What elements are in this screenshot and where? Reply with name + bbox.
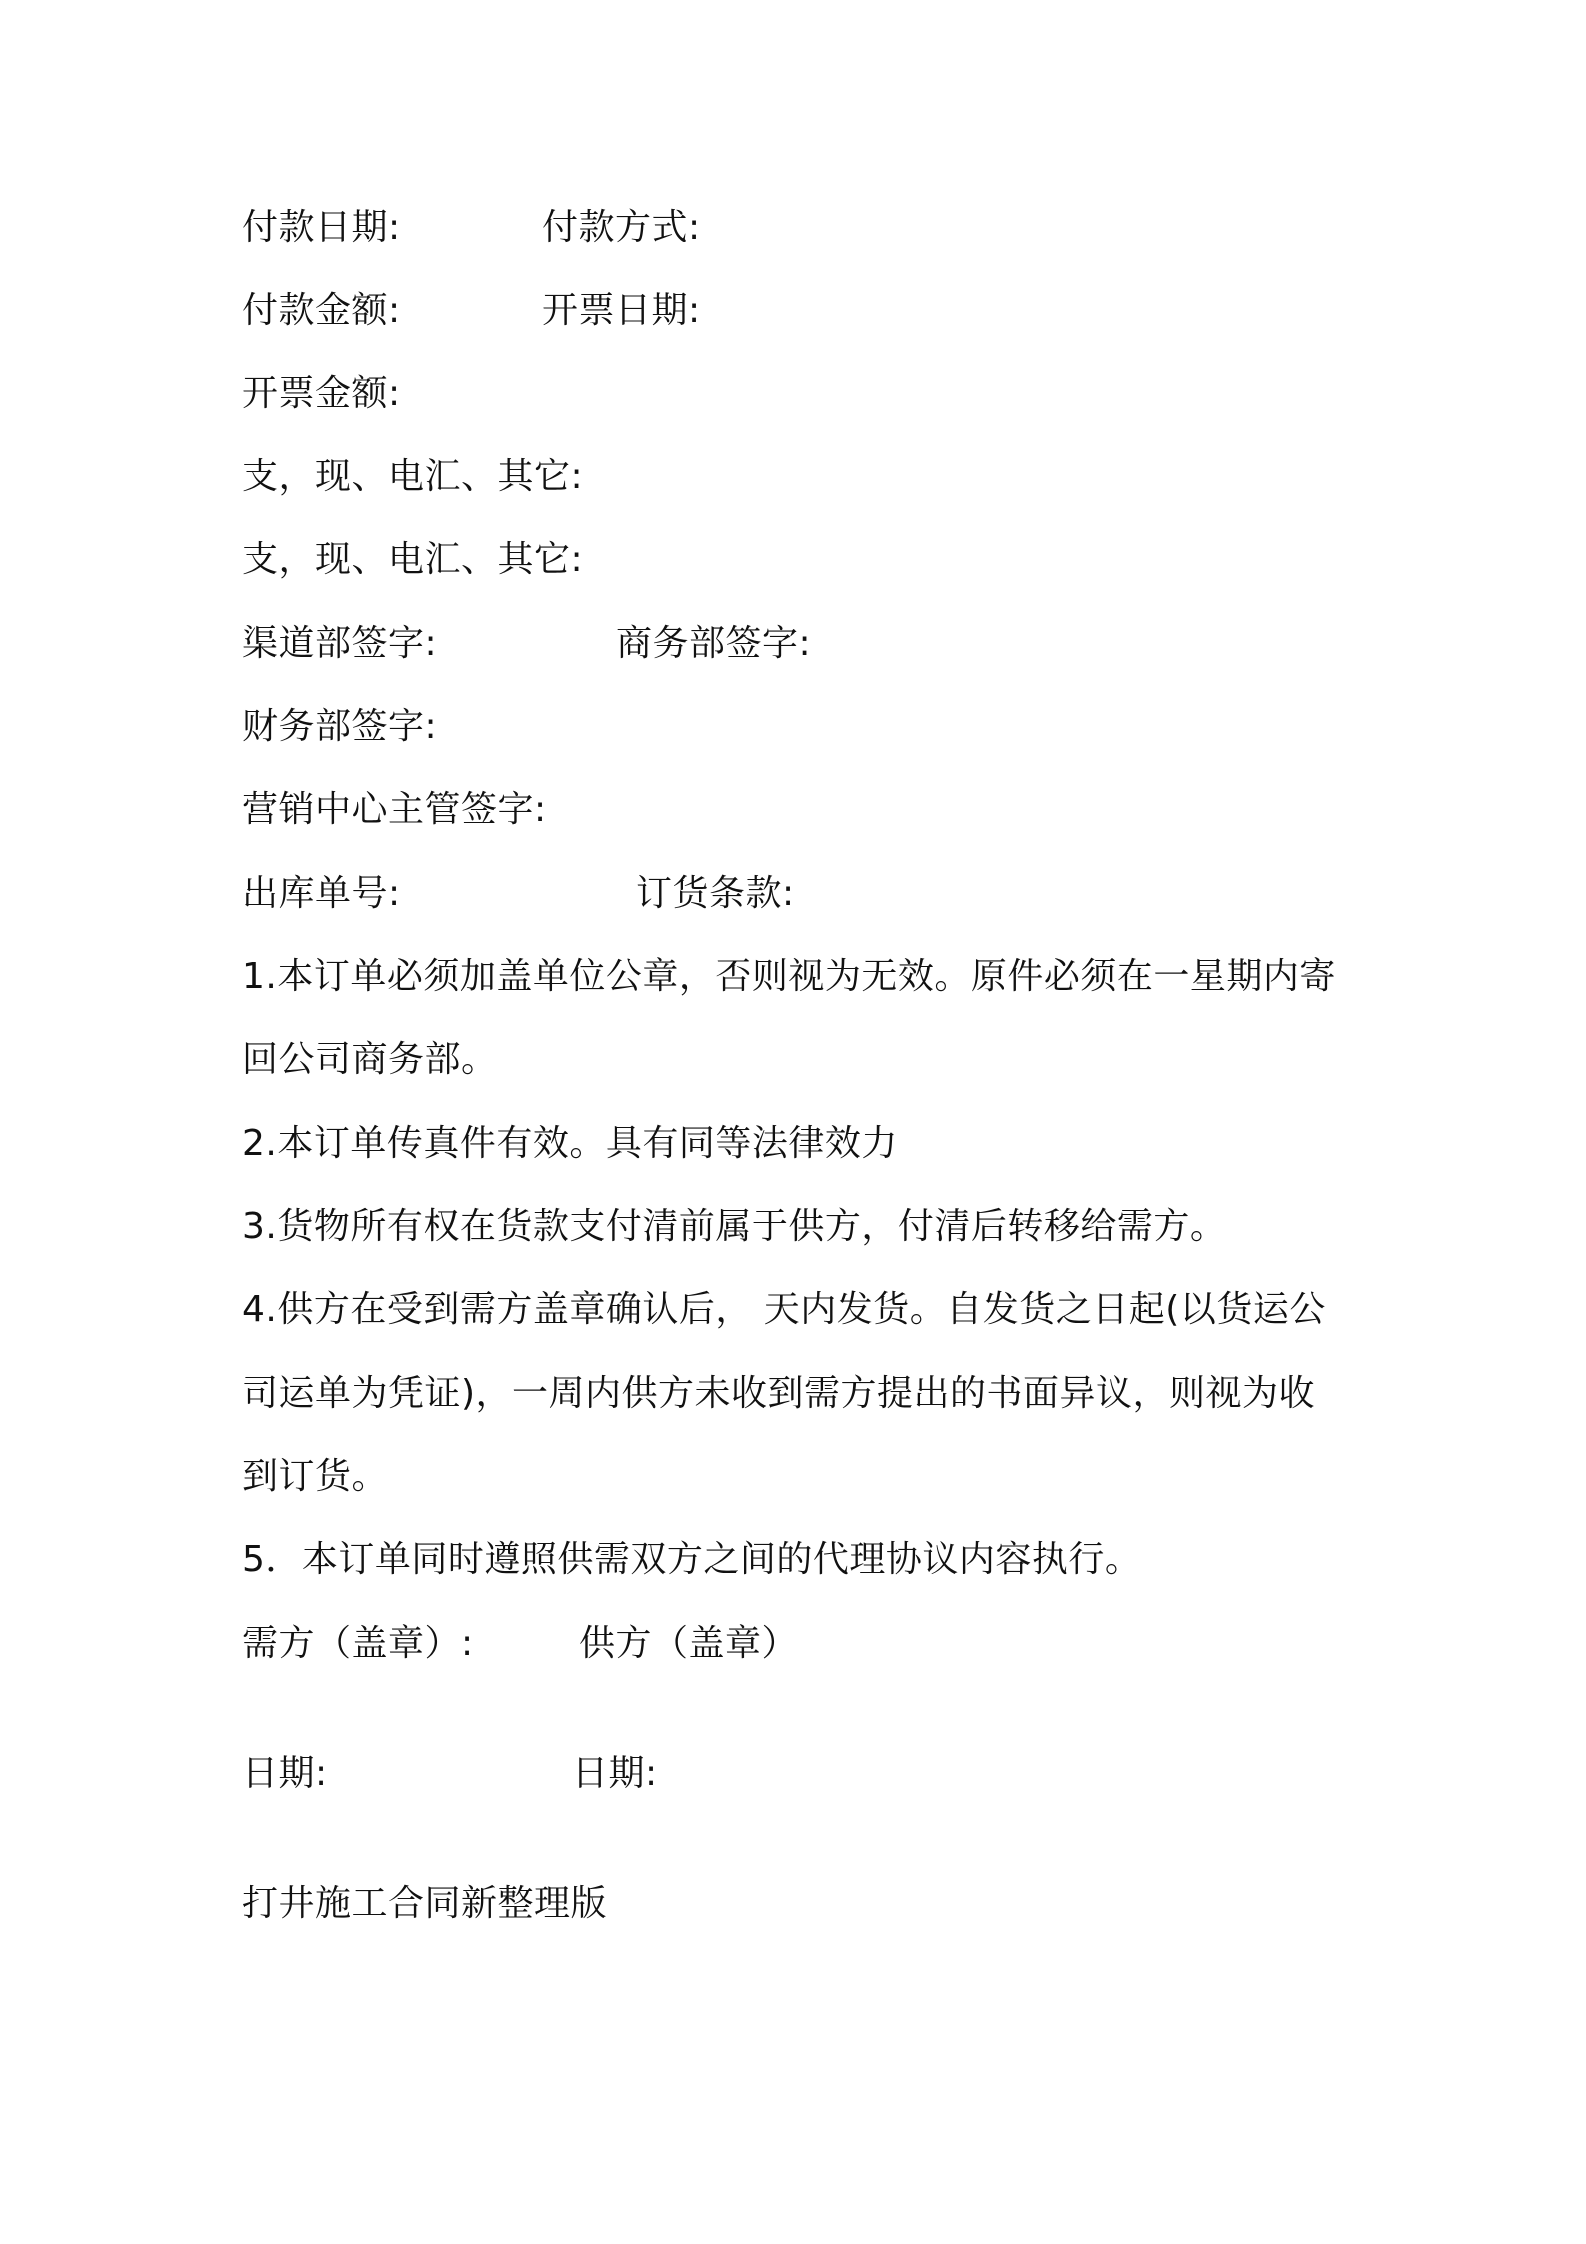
- supplier-seal-label: 供方（盖章）: [579, 1623, 799, 1664]
- row-payment-amount-invoice-date: [242, 289, 701, 333]
- row-payment-date-method: [242, 206, 701, 250]
- term-4-line-3: 到订货。: [242, 1456, 389, 1497]
- outbound-no-label: 出库单号:: [242, 873, 401, 914]
- supplier-date-label: 日期:: [572, 1753, 658, 1794]
- finance-dept-sign-label: 财务部签字:: [242, 706, 438, 747]
- buyer-date-label: 日期:: [242, 1753, 328, 1794]
- payment-method-label: 付款方式:: [542, 207, 701, 248]
- order-terms-heading: 订货条款:: [636, 873, 795, 914]
- row-outbound-terms: [242, 872, 795, 916]
- term-1-line-2: 回公司商务部。: [242, 1039, 498, 1080]
- footer-title: 打井施工合同新整理版: [242, 1883, 608, 1924]
- payment-options-line-1: 支，现、电汇、其它:: [242, 456, 584, 497]
- payment-date-label: 付款日期:: [242, 207, 401, 248]
- term-3: 3.货物所有权在货款支付清前属于供方，付清后转移给需方。: [242, 1206, 1227, 1247]
- buyer-seal-label: 需方（盖章）:: [242, 1623, 474, 1664]
- payment-options-line-2: 支，现、电汇、其它:: [242, 539, 584, 580]
- row-channel-business-sign: [242, 622, 812, 666]
- term-4-line-2: 司运单为凭证)，一周内供方未收到需方提出的书面异议，则视为收: [242, 1373, 1316, 1414]
- business-dept-sign-label: 商务部签字:: [616, 623, 812, 664]
- payment-amount-label: 付款金额:: [242, 290, 401, 331]
- term-5: 5．本订单同时遵照供需双方之间的代理协议内容执行。: [242, 1539, 1142, 1580]
- invoice-amount-label: 开票金额:: [242, 373, 401, 414]
- marketing-supervisor-sign-label: 营销中心主管签字:: [242, 789, 547, 830]
- term-2: 2.本订单传真件有效。具有同等法律效力: [242, 1123, 898, 1164]
- row-seals: [242, 1622, 799, 1666]
- term-4-line-1: 4.供方在受到需方盖章确认后， 天内发货。自发货之日起(以货运公: [242, 1289, 1326, 1330]
- channel-dept-sign-label: 渠道部签字:: [242, 623, 438, 664]
- row-dates: [242, 1752, 658, 1796]
- invoice-date-label: 开票日期:: [542, 290, 701, 331]
- term-1-line-1: 1.本订单必须加盖单位公章，否则视为无效。原件必须在一星期内寄: [242, 956, 1336, 997]
